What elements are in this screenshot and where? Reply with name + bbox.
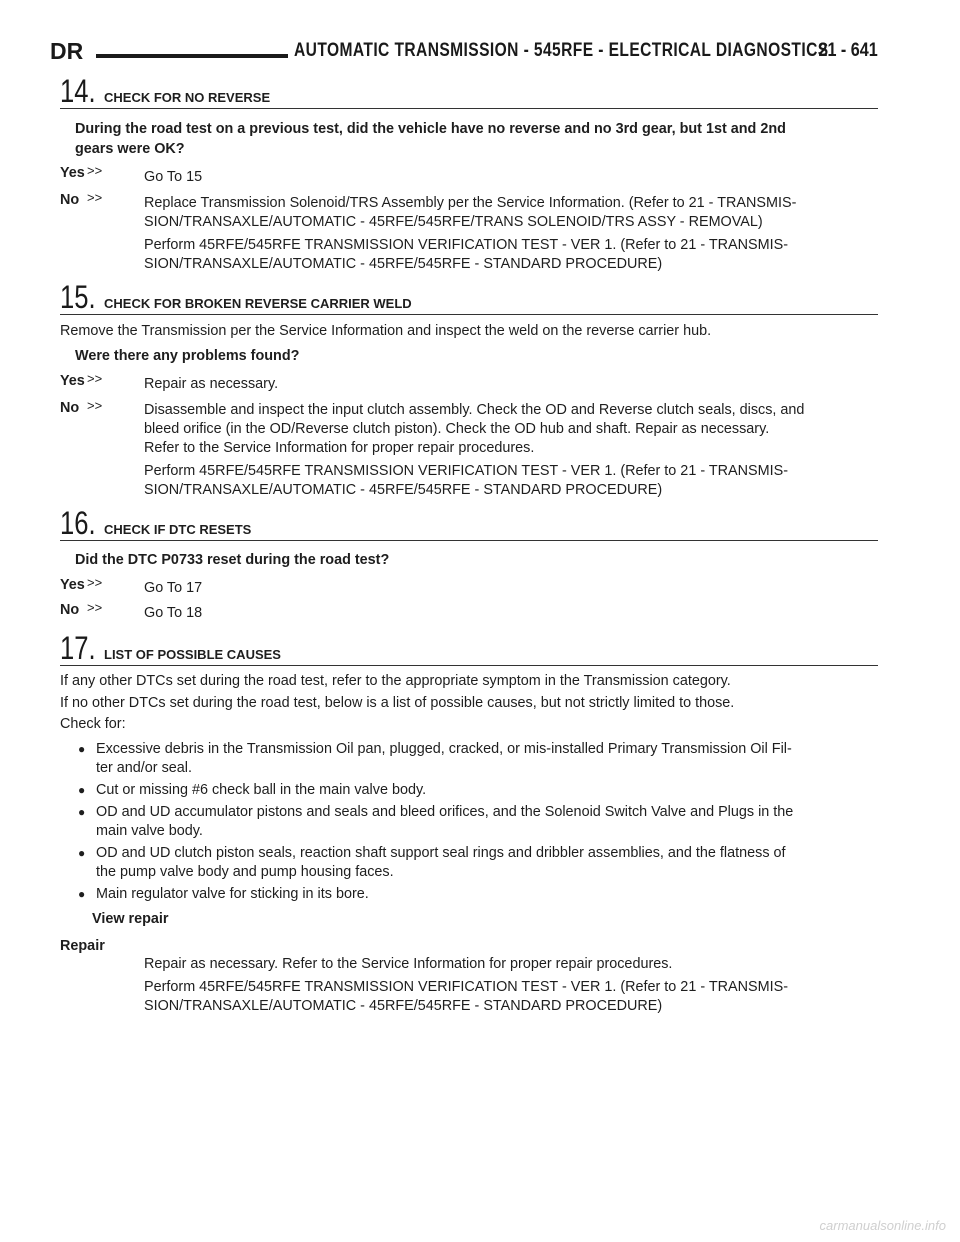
arrow-icon: >>	[87, 371, 103, 386]
watermark-url: carmanualsonline.info	[819, 1218, 946, 1233]
page-header	[50, 38, 878, 72]
paragraph: If any other DTCs set during the road test, refer to the appropriate symptom in the Transmission category.	[60, 673, 731, 689]
arrow-icon: >>	[87, 600, 103, 615]
answer-line: Perform 45RFE/545RFE TRANSMISSION VERIFICATION TEST - VER 1. (Refer to 21 - TRANSMIS-	[144, 463, 788, 479]
answer-line: Repair as necessary.	[144, 376, 279, 392]
bullet-line: main valve body.	[96, 823, 203, 839]
answer-line: SION/TRANSAXLE/AUTOMATIC - 45RFE/545RFE/TRANS SOLENOID/TRS ASSY - REMOVAL)	[144, 214, 763, 230]
question-line: Did the DTC P0733 reset during the road test?	[75, 552, 390, 568]
bullet-line: Excessive debris in the Transmission Oil pan, plugged, cracked, or mis-installed Primary Transmission Oil Fil-	[96, 741, 792, 757]
bullet-line: the pump valve body and pump housing faces.	[96, 864, 394, 880]
arrow-icon: >>	[87, 398, 103, 413]
step-title: CHECK FOR NO REVERSE	[104, 90, 271, 105]
page-number: 21 - 641	[818, 40, 878, 61]
bullet-line: Cut or missing #6 check ball in the main valve body.	[96, 782, 427, 798]
step-intro: Remove the Transmission per the Service Information and inspect the weld on the reverse carrier hub.	[60, 323, 712, 339]
step-title: CHECK FOR BROKEN REVERSE CARRIER WELD	[104, 296, 412, 311]
question-line: During the road test on a previous test, did the vehicle have no reverse and no 3rd gear, but 1st and 2nd	[75, 121, 786, 137]
answer-yes-label: Yes	[60, 577, 85, 593]
bullet-icon: ●	[78, 846, 86, 860]
question-line: Were there any problems found?	[75, 348, 300, 364]
step-number: 14.	[60, 73, 96, 109]
answer-no-label: No	[60, 192, 80, 208]
step-heading-17	[60, 630, 878, 666]
answer-yes-label: Yes	[60, 373, 85, 389]
step-title: LIST OF POSSIBLE CAUSES	[104, 647, 281, 662]
repair-line: SION/TRANSAXLE/AUTOMATIC - 45RFE/545RFE - STANDARD PROCEDURE)	[144, 998, 663, 1014]
answer-line: Go To 17	[144, 580, 203, 596]
repair-label: Repair	[60, 938, 105, 954]
step-heading-15	[60, 279, 878, 315]
bullet-line: Main regulator valve for sticking in its bore.	[96, 886, 369, 902]
section-code: DR	[50, 38, 84, 64]
answer-no-label: No	[60, 400, 80, 416]
step-number: 16.	[60, 505, 96, 541]
arrow-icon: >>	[87, 575, 103, 590]
bullet-icon: ●	[78, 805, 86, 819]
step-heading-14	[60, 73, 878, 109]
paragraph: If no other DTCs set during the road test, below is a list of possible causes, but not strictly limited to those.	[60, 695, 735, 711]
answer-line: SION/TRANSAXLE/AUTOMATIC - 45RFE/545RFE - STANDARD PROCEDURE)	[144, 256, 663, 272]
step-heading-16	[60, 505, 878, 541]
step-number: 17.	[60, 630, 96, 666]
header-title: AUTOMATIC TRANSMISSION - 545RFE - ELECTRICAL DIAGNOSTICS	[294, 40, 829, 61]
answer-line: Replace Transmission Solenoid/TRS Assembly per the Service Information. (Refer to 21 - TRANSMIS-	[144, 195, 797, 211]
header-rule	[96, 54, 288, 58]
arrow-icon: >>	[87, 163, 103, 178]
bullet-line: ter and/or seal.	[96, 760, 192, 776]
bullet-line: OD and UD accumulator pistons and seals and bleed orifices, and the Solenoid Switch Valve and Plugs in the	[96, 804, 794, 820]
bullet-icon: ●	[78, 783, 86, 797]
answer-line: Disassemble and inspect the input clutch assembly. Check the OD and Reverse clutch seals, discs, and	[144, 402, 805, 418]
answer-no-label: No	[60, 602, 80, 618]
answer-line: SION/TRANSAXLE/AUTOMATIC - 45RFE/545RFE - STANDARD PROCEDURE)	[144, 482, 663, 498]
step-number: 15.	[60, 279, 96, 315]
answer-line: Refer to the Service Information for proper repair procedures.	[144, 440, 535, 456]
answer-line: Go To 18	[144, 605, 203, 621]
answer-line: Go To 15	[144, 169, 203, 185]
bullet-icon: ●	[78, 887, 86, 901]
question-line: gears were OK?	[75, 141, 185, 157]
repair-line: Repair as necessary. Refer to the Service Information for proper repair procedures.	[144, 956, 673, 972]
paragraph: Check for:	[60, 716, 126, 732]
answer-line: bleed orifice (in the OD/Reverse clutch piston). Check the OD hub and shaft. Repair as necessary.	[144, 421, 770, 437]
bullet-line: OD and UD clutch piston seals, reaction shaft support seal rings and dribbler assemblies, and the flatness of	[96, 845, 786, 861]
arrow-icon: >>	[87, 190, 103, 205]
repair-line: Perform 45RFE/545RFE TRANSMISSION VERIFICATION TEST - VER 1. (Refer to 21 - TRANSMIS-	[144, 979, 788, 995]
bullet-icon: ●	[78, 742, 86, 756]
view-repair-heading: View repair	[92, 911, 169, 927]
answer-yes-label: Yes	[60, 165, 85, 181]
answer-line: Perform 45RFE/545RFE TRANSMISSION VERIFICATION TEST - VER 1. (Refer to 21 - TRANSMIS-	[144, 237, 788, 253]
step-title: CHECK IF DTC RESETS	[104, 522, 252, 537]
